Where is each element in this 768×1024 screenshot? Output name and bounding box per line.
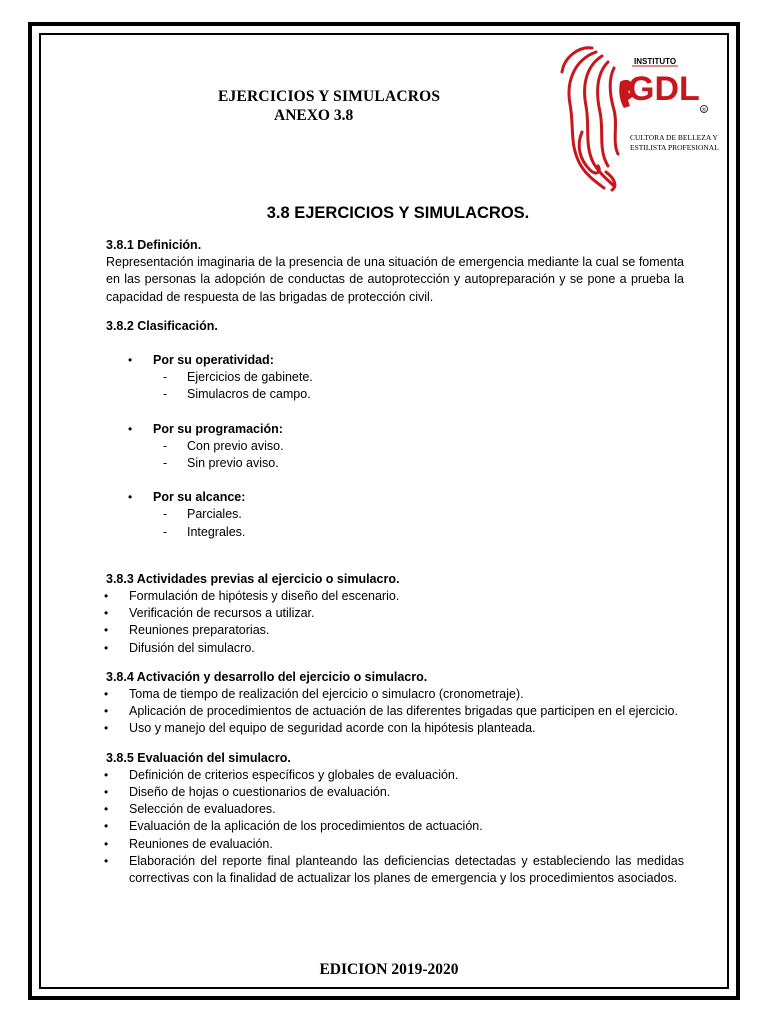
list-item: • Reuniones de evaluación.	[82, 836, 684, 853]
document-header-annex: ANEXO 3.8	[274, 107, 354, 124]
section-title-evaluacion: 3.8.5 Evaluación del simulacro.	[106, 750, 291, 765]
clasificacion-group	[106, 352, 684, 369]
list-item: • Uso y manejo del equipo de seguridad acorde con la hipótesis planteada.	[82, 720, 684, 737]
group-title-alcance: Por su alcance:	[153, 490, 246, 505]
section-activacion	[106, 669, 684, 738]
list-item: • Selección de evaluadores.	[82, 801, 684, 818]
section-evaluacion	[106, 750, 684, 888]
section-title-actividades: 3.8.3 Actividades previas al ejercicio o simulacro.	[106, 571, 400, 586]
clasificacion-group	[106, 489, 684, 506]
section-title-definicion: 3.8.1 Definición.	[106, 238, 202, 252]
gdl-institute-logo	[556, 42, 720, 192]
sub-list-alcance	[106, 506, 684, 540]
clasificacion-group-list	[106, 489, 684, 506]
sub-list-operatividad	[106, 369, 684, 403]
evaluacion-list	[82, 767, 684, 887]
sub-list-programacion	[106, 438, 684, 472]
clasificacion-group-list	[106, 352, 684, 369]
list-item: • Formulación de hipótesis y diseño del escenario.	[82, 588, 684, 605]
section-actividades	[106, 571, 684, 657]
definicion-text: Representación imaginaria de la presencia de una situación de emergencia mediante la cual se fomenta en las personas la adopción de conductas de autoprotección y autopreparación y se pone a prueba la capacidad de respuesta de las brigadas de protección civil.	[106, 255, 684, 304]
list-item: - Parciales.	[106, 506, 684, 523]
document-body	[106, 237, 684, 887]
group-title-programacion: Por su programación:	[153, 421, 283, 436]
edition-footer: EDICION 2019-2020	[319, 961, 459, 978]
section-clasificacion	[106, 318, 684, 541]
section-definicion	[106, 237, 684, 306]
list-item: - Con previo aviso.	[106, 438, 684, 455]
list-item: • Reuniones preparatorias.	[82, 622, 684, 639]
list-item: - Integrales.	[106, 524, 684, 541]
section-title-clasificacion: 3.8.2 Clasificación.	[106, 318, 218, 333]
list-item: - Sin previo aviso.	[106, 455, 684, 472]
list-item: • Elaboración del reporte final planteando las deficiencias detectadas y estableciendo las medidas correctivas con la finalidad de actualizar los planes de emergencia y los procedimientos asociados.	[82, 853, 684, 887]
list-item: - Simulacros de campo.	[106, 386, 684, 403]
clasificacion-group	[106, 421, 684, 438]
logo-brand-text: GDL	[628, 70, 700, 108]
list-item: • Verificación de recursos a utilizar.	[82, 605, 684, 622]
list-item: • Toma de tiempo de realización del ejercicio o simulacro (cronometraje).	[82, 686, 684, 703]
actividades-list	[82, 588, 684, 657]
logo-tagline-2: ESTILISTA PROFESIONAL	[630, 143, 719, 152]
logo-registered-mark: ®	[702, 107, 706, 114]
group-title-operatividad: Por su operatividad:	[153, 353, 274, 368]
list-item: • Evaluación de la aplicación de los procedimientos de actuación.	[82, 818, 684, 835]
document-header-title: EJERCICIOS Y SIMULACROS	[218, 88, 441, 105]
list-item: • Difusión del simulacro.	[82, 640, 684, 657]
list-item: - Ejercicios de gabinete.	[106, 369, 684, 386]
clasificacion-group-list	[106, 421, 684, 438]
list-item: • Definición de criterios específicos y globales de evaluación.	[82, 767, 684, 784]
logo-tagline-1: CULTORA DE BELLEZA Y	[630, 133, 718, 142]
logo-instituto-text: INSTITUTO	[634, 57, 677, 66]
list-item: • Diseño de hojas o cuestionarios de evaluación.	[82, 784, 684, 801]
section-title-activacion: 3.8.4 Activación y desarrollo del ejercicio o simulacro.	[106, 669, 428, 684]
main-title: 3.8 EJERCICIOS Y SIMULACROS.	[266, 204, 530, 222]
list-item: • Aplicación de procedimientos de actuación de las diferentes brigadas que participen en el ejercicio.	[82, 703, 684, 720]
activacion-list	[82, 686, 684, 738]
